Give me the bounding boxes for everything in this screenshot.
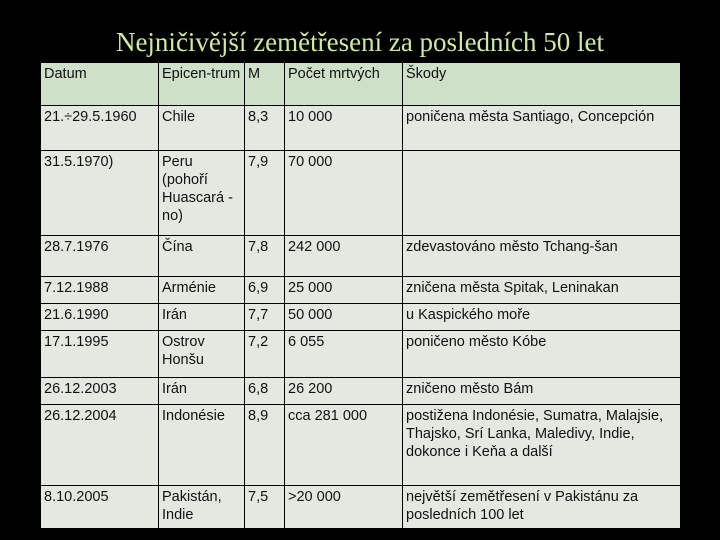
- cell-date: 17.1.1995: [41, 331, 159, 378]
- header-damage: Škody: [403, 63, 681, 106]
- table-row: [41, 277, 681, 304]
- cell-damage: [403, 151, 681, 236]
- cell-magnitude: 7,5: [245, 486, 285, 529]
- cell-magnitude: 7,8: [245, 236, 285, 277]
- earthquake-table-container: [40, 62, 680, 538]
- cell-magnitude: 7,7: [245, 304, 285, 331]
- table-row: [41, 378, 681, 405]
- cell-deaths: 70 000: [285, 151, 403, 236]
- cell-epicenter: Ostrov Honšu: [159, 331, 245, 378]
- table-row: [41, 331, 681, 378]
- cell-deaths: 6 055: [285, 331, 403, 378]
- cell-magnitude: 6,8: [245, 378, 285, 405]
- header-magnitude: M: [245, 63, 285, 106]
- cell-deaths: 26 200: [285, 378, 403, 405]
- cell-epicenter: Indonésie: [159, 405, 245, 486]
- table-header-row: [41, 63, 681, 106]
- table-row: [41, 151, 681, 236]
- cell-damage: u Kaspického moře: [403, 304, 681, 331]
- table-row: [41, 486, 681, 529]
- page-title: Nejničivější zemětřesení za posledních 50 let: [115, 27, 605, 57]
- cell-epicenter: Chile: [159, 106, 245, 151]
- table-row: [41, 405, 681, 486]
- cell-deaths: 242 000: [285, 236, 403, 277]
- cell-epicenter: Irán: [159, 304, 245, 331]
- cell-deaths: cca 281 000: [285, 405, 403, 486]
- cell-damage: zničeno město Bám: [403, 378, 681, 405]
- cell-damage: postižena Indonésie, Sumatra, Malajsie, Thajsko, Srí Lanka, Maledivy, Indie, dokonce i Keňa a další: [403, 405, 681, 486]
- cell-damage: poničeno město Kóbe: [403, 331, 681, 378]
- cell-epicenter: Irán: [159, 378, 245, 405]
- header-deaths: Počet mrtvých: [285, 63, 403, 106]
- cell-magnitude: 8,3: [245, 106, 285, 151]
- cell-magnitude: 7,2: [245, 331, 285, 378]
- cell-date: 26.12.2003: [41, 378, 159, 405]
- table-row: [41, 304, 681, 331]
- cell-date: 26.12.2004: [41, 405, 159, 486]
- header-epicenter: Epicen-trum: [159, 63, 245, 106]
- cell-magnitude: 6,9: [245, 277, 285, 304]
- header-date: Datum: [41, 63, 159, 106]
- table-row: [41, 236, 681, 277]
- cell-deaths: 50 000: [285, 304, 403, 331]
- cell-date: 21.6.1990: [41, 304, 159, 331]
- cell-magnitude: 8,9: [245, 405, 285, 486]
- cell-damage: poničena města Santiago, Concepción: [403, 106, 681, 151]
- cell-date: 7.12.1988: [41, 277, 159, 304]
- cell-epicenter: Čína: [159, 236, 245, 277]
- cell-date: 21.÷29.5.1960: [41, 106, 159, 151]
- cell-damage: největší zemětřesení v Pakistánu za posledních 100 let: [403, 486, 681, 529]
- cell-deaths: >20 000: [285, 486, 403, 529]
- cell-magnitude: 7,9: [245, 151, 285, 236]
- cell-epicenter: Peru (pohoří Huascará -no): [159, 151, 245, 236]
- cell-epicenter: Pakistán, Indie: [159, 486, 245, 529]
- cell-date: 28.7.1976: [41, 236, 159, 277]
- cell-epicenter: Arménie: [159, 277, 245, 304]
- cell-deaths: 10 000: [285, 106, 403, 151]
- cell-date: 8.10.2005: [41, 486, 159, 529]
- cell-date: 31.5.1970): [41, 151, 159, 236]
- table-row: [41, 106, 681, 151]
- cell-deaths: 25 000: [285, 277, 403, 304]
- cell-damage: zničena města Spitak, Leninakan: [403, 277, 681, 304]
- cell-damage: zdevastováno město Tchang-šan: [403, 236, 681, 277]
- earthquake-table: [40, 62, 681, 529]
